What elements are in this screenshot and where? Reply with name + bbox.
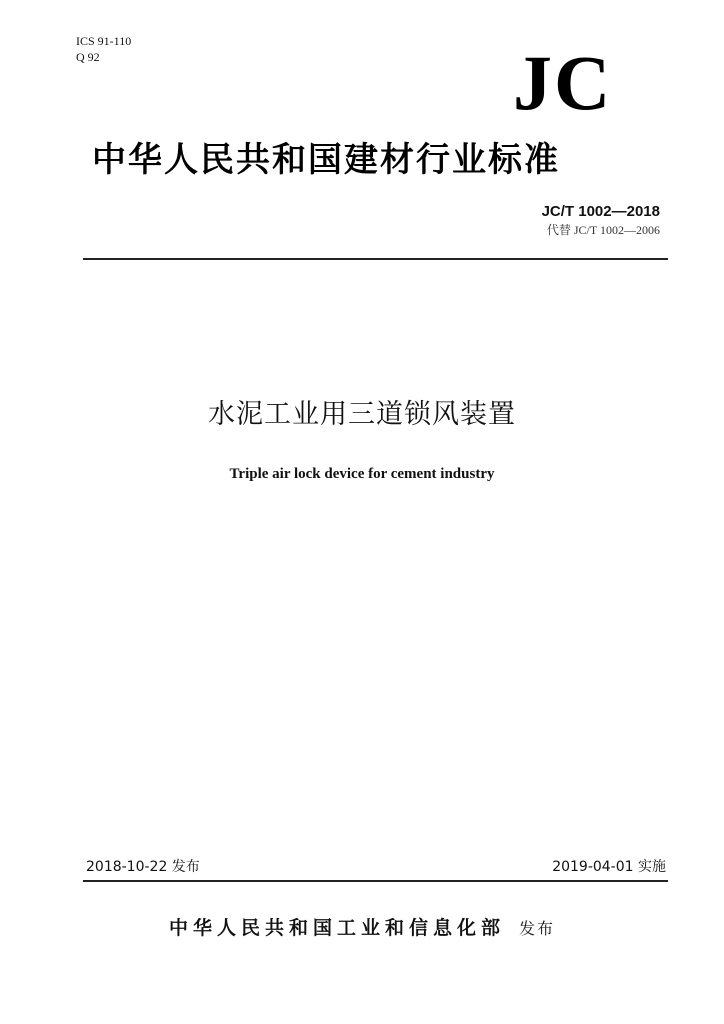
document-title-english: Triple air lock device for cement industry <box>229 466 495 482</box>
dates-row <box>86 857 666 877</box>
standard-code: JC/T 1002—2018 <box>541 203 660 220</box>
ccs-code: Q 92 <box>76 50 100 64</box>
replaces-code: 代替 JC/T 1002—2006 <box>546 223 660 237</box>
implementation-date: 2019-04-01 实施 <box>552 859 666 875</box>
document-title-chinese: 水泥工业用三道锁风装置 <box>208 399 516 430</box>
standard-category-title: 中华人民共和国建材行业标准 <box>92 140 560 180</box>
jc-logo: JC <box>513 39 613 126</box>
issue-date: 2018-10-22 发布 <box>86 859 200 875</box>
standard-code-block <box>542 203 660 239</box>
top-divider <box>83 258 668 260</box>
publisher-action: 发布 <box>519 919 556 938</box>
classification-codes <box>76 33 131 65</box>
publisher-line <box>0 915 724 942</box>
ics-code: ICS 91-110 <box>76 34 132 48</box>
bottom-divider <box>83 880 668 882</box>
publisher-organization: 中华人民共和国工业和信息化部 <box>168 917 505 939</box>
